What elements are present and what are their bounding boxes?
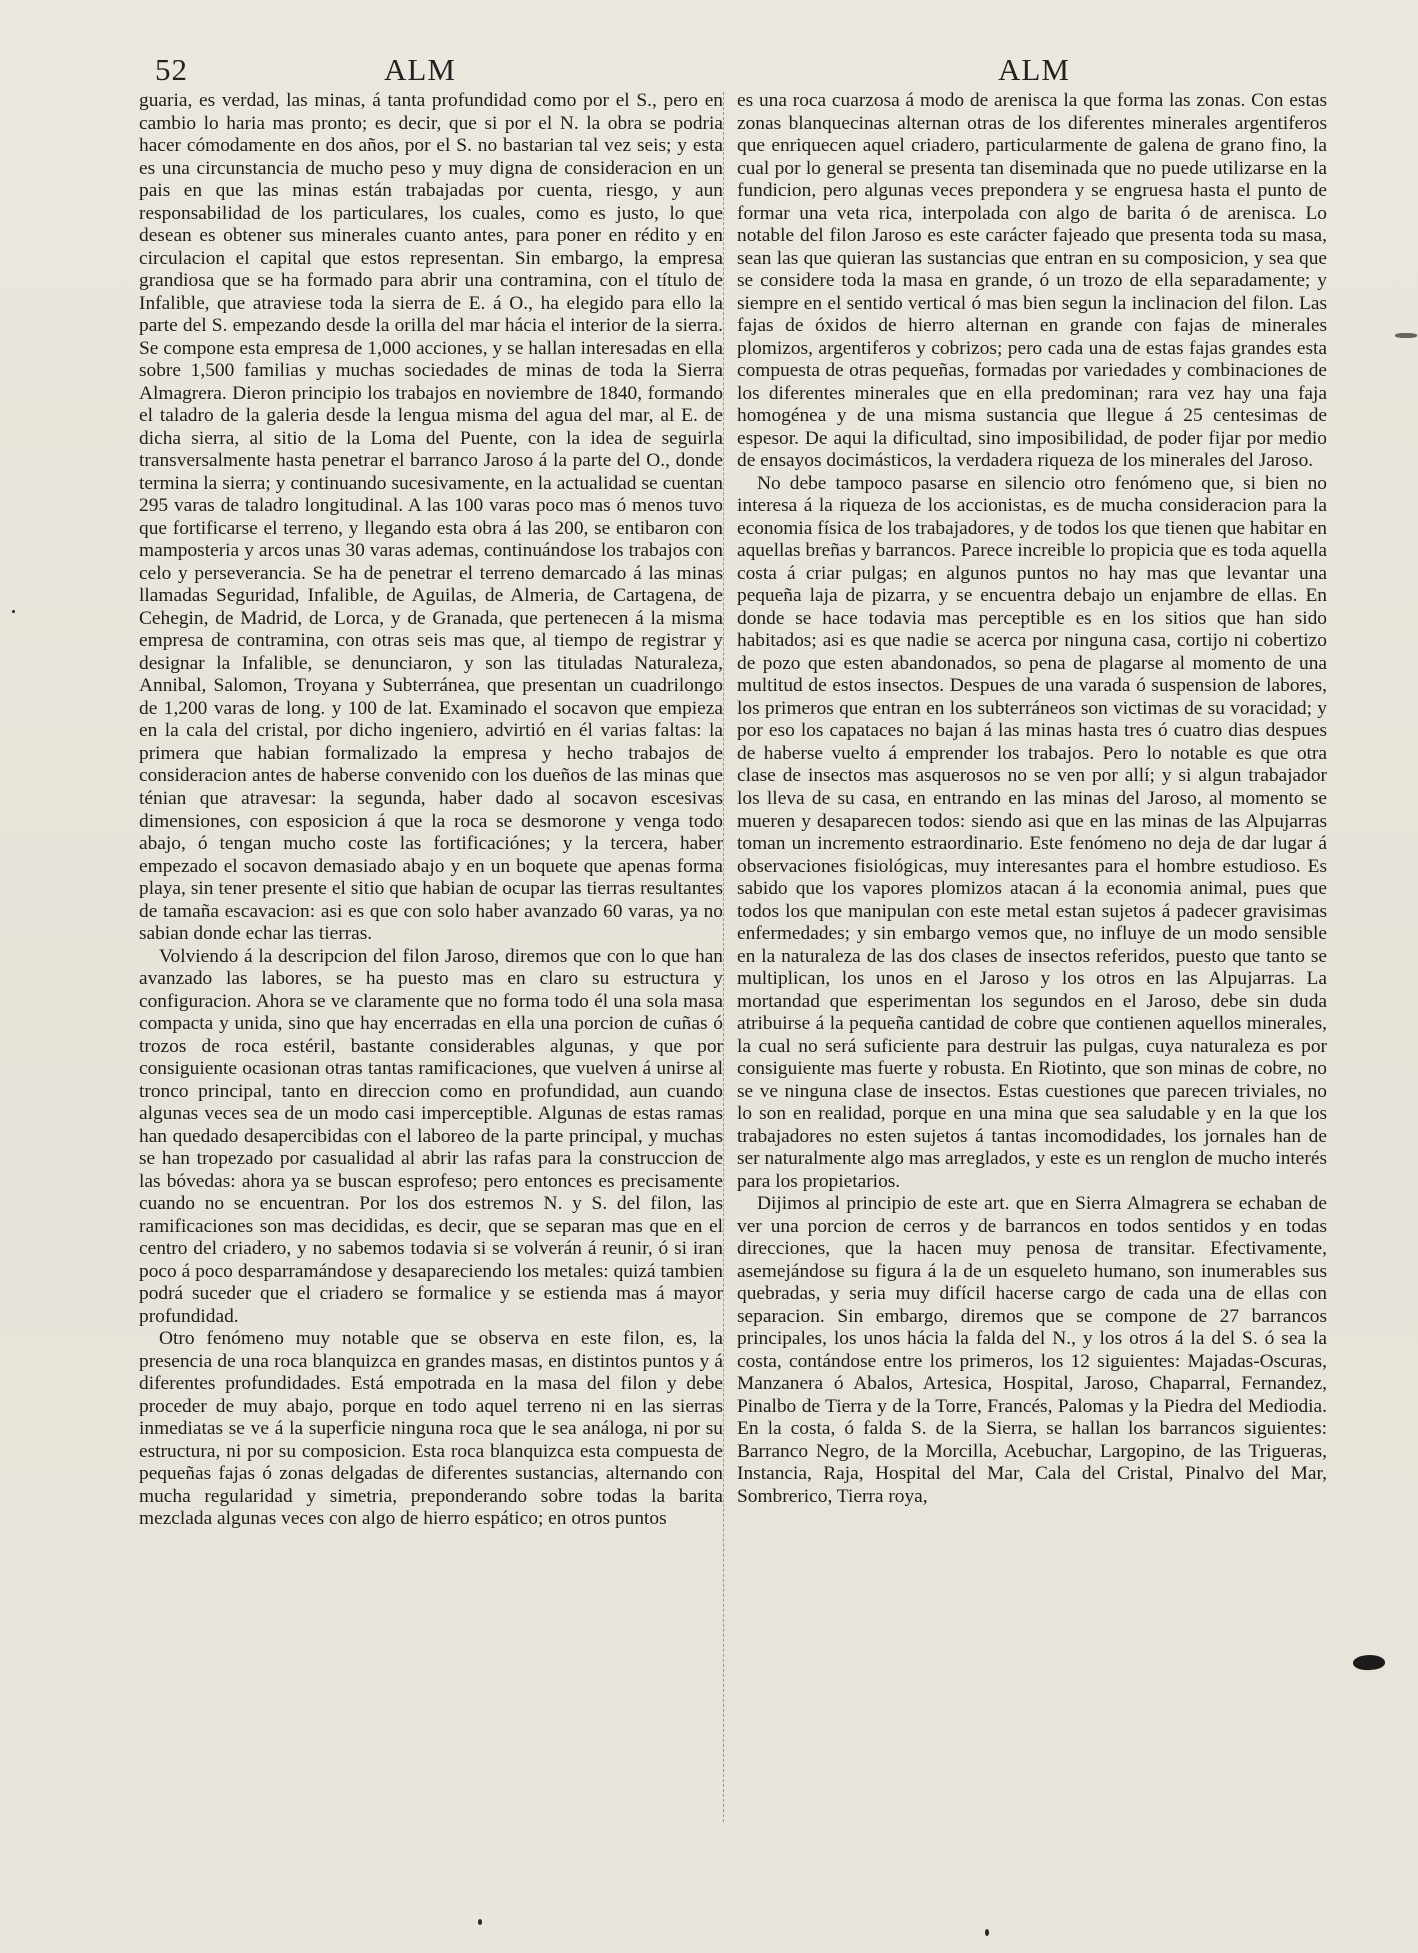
ink-blot	[1353, 1654, 1386, 1671]
paragraph: Otro fenómeno muy notable que se observa en este filon, es, la presencia de una roca blanquizca en grandes masas, en distintos puntos y á diferentes profundidades. Está empotrada en la masa del filon y debe proceder de muy abajo, porque en todo aquel terreno ni en las sierras inmediatas se ve á la superficie ninguna roca que le sea análoga, ni por su estructura, ni por su composicion. Esta roca blanquizca esta compuesta de pequeñas fajas ó zonas delgadas de diferentes sustancias, alternando con mucha regularidad y simetria, preponderando sobre todas la barita mezclada algunas veces con algo de hierro espático; en otros puntos	[139, 1328, 723, 1530]
paragraph: es una roca cuarzosa á modo de arenisca la que forma las zonas. Con estas zonas blanquecinas alternan otras de los diferentes minerales argentiferos que enriquecen aquel criadero, particularmente de galena de grano fino, la cual por lo general se presenta tan diseminada que no puede utilizarse en la fundicion, pero algunas veces prepondera y se engruesa hasta el punto de formar una veta rica, interpolada con algo de barita ó de arenisca. Lo notable del filon Jaroso es este carácter fajeado que presenta toda su masa, sean las que quieran las sustancias que entran en su composicion, y sea que se considere toda la masa en grande, ó un trozo de ella separadamente; y siempre en el sentido vertical ó mas bien segun la inclinacion del filon. Las fajas de óxidos de hierro alternan en grande con fajas de minerales plomizos, argentiferos y cobrizos; pero cada una de estas fajas grandes esta compuesta de otras pequeñas, formadas por variedades y combinaciones de los diferentes minerales que en ella predominan; rara vez hay una faja homogénea y de una misma sustancia que llegue á 25 centesimas de espesor. De aqui la dificultad, sino imposibilidad, de poder fijar por medio de ensayos docimásticos, la verdadera riqueza de los minerales del Jaroso.	[737, 90, 1327, 472]
right-column	[737, 90, 1327, 1508]
ink-speck	[478, 1919, 482, 1925]
paragraph: No debe tampoco pasarse en silencio otro fenómeno que, si bien no interesa á la riqueza de los accionistas, es de mucha consideracion para la economia física de los trabajadores, y de todos los que tienen que habitar en aquellas breñas y barrancos. Parece increible lo propicia que es toda aquella costa á criar pulgas; en algunos puntos no hay mas que levantar una pequeña laja de pizarra, y se encuentra debajo un enjambre de ellas. En donde se hace todavia mas perceptible es en los sitios que han sido habitados; asi es que nadie se acerca por ninguna casa, cortijo ni cobertizo de pozo que esten abandonados, so pena de plagarse al momento de una multitud de estos insectos. Despues de una varada ó suspension de labores, los primeros que entran en los subterráneos son victimas de su voracidad; y por eso los capataces no bajan á las minas hasta tres ó cuatro dias despues de haberse vuelto á emprender los trabajos. Pero lo notable es que otra clase de insectos mas asquerosos no se ven por allí; y si algun trabajador los lleva de su casa, en entrando en las minas del Jaroso, al momento se mueren y desaparecen todos: siendo asi que en las minas de las Alpujarras toman un incremento estraordinario. Este fenómeno no deja de dar lugar á observaciones fisiológicas, muy interesantes para el hombre estudioso. Es sabido que los vapores plomizos atacan á la economia animal, pues que todos los que manipulan con este metal estan sujetos á padecer gravisimas enfermedades; y sin embargo vemos que, no influye de un modo sensible en la naturaleza de las dos clases de insectos referidos, puesto que tanto se multiplican, los unos en el Jaroso y los otros en las Alpujarras. La mortandad que esperimentan los segundos en el Jaroso, debe sin duda atribuirse á la pequeña cantidad de cobre que contienen aquellos minerales, la cual no será suficiente para destruir las pulgas, cuya naturaleza es por consiguiente mas fuerte y robusta. En Riotinto, que son minas de cobre, no se ve ninguna clase de insectos. Estas cuestiones que parecen triviales, no lo son en realidad, porque en una mina que sea saludable y en la que los trabajadores no esten sujetos á tantas incomodidades, los jornales han de ser naturalmente algo mas arreglados, y este es un renglon de mucho interés para los propietarios.	[737, 472, 1327, 1192]
ink-smudge	[1395, 333, 1417, 338]
right-running-head: ALM	[998, 52, 1070, 87]
column-divider	[723, 92, 725, 1822]
paragraph: Dijimos al principio de este art. que en Sierra Almagrera se echaban de ver una porcion de cerros y de barrancos en todos sentidos y en todas direcciones, que la hacen muy penosa de transitar. Efectivamente, asemejándose su figura á la de un esqueleto humano, son inumerables sus quebradas, y seria muy difícil hacerse cargo de cada una de ellas con separacion. Sin embargo, diremos que se compone de 27 barrancos principales, los unos hácia la falda del N., y los otros á la del S. ó sea la costa, contándose entre los primeros, los 12 siguientes: Majadas-Oscuras, Manzanera ó Abalos, Artesica, Hospital, Jaroso, Chaparral, Fernandez, Pinalbo de Tierra y de la Torre, Francés, Palomas y la Piedra del Mediodia. En la costa, ó falda S. de la Sierra, se hallan los barrancos siguientes: Barranco Negro, de la Morcilla, Acebuchar, Largopino, de las Trigueras, Instancia, Raja, Hospital del Mar, Cala del Cristal, Pinalvo del Mar, Sombrerico, Tierra roya,	[737, 1193, 1327, 1507]
left-running-head: ALM	[384, 52, 456, 87]
ink-speck	[12, 610, 15, 613]
ink-speck	[985, 1929, 989, 1936]
paragraph: Volviendo á la descripcion del filon Jaroso, diremos que con lo que han avanzado las labores, se ha puesto mas en claro su estructura y configuracion. Ahora se ve claramente que no forma todo él una sola masa compacta y unida, sino que hay encerradas en ella una porcion de cuñas ó trozos de roca estéril, bastante considerables algunas, y que por consiguiente ocasionan otras tantas ramificaciones, que vuelven á unirse al tronco principal, tanto en direccion como en profundidad, aun cuando algunas veces sea de un modo casi imperceptible. Algunas de estas ramas han quedado desapercibidas con el laboreo de la parte principal, y muchas se han tropezado por casualidad al abrir las rafas para la construccion de las bóvedas: ahora ya se buscan esprofeso; pero entonces es precisamente cuando no se encuentran. Por los dos estremos N. y S. del filon, las ramificaciones son mas decididas, es decir, que se separan mas que en el centro del criadero, y no sabemos todavia si se volverán á reunir, ó si iran poco á poco desparramándose y desapareciendo los metales: quizá tambien podrá suceder que el criadero se formalice y se estienda mas á mayor profundidad.	[139, 945, 723, 1327]
page-number: 52	[155, 52, 188, 87]
paragraph: guaria, es verdad, las minas, á tanta profundidad como por el S., pero en cambio lo haria mas pronto; es decir, que si por el N. la obra se podria hacer cómodamente en dos años, por el S. no bastarian tal vez seis; y esta es una circunstancia de mucho peso y muy digna de consideracion en un pais en que las minas están trabajadas por cuenta, riesgo, y aun responsabilidad de los particulares, los cuales, como es justo, lo que desean es obtener sus minerales cuanto antes, para poner en rédito y en circulacion el capital que estos representan. Sin embargo, la empresa grandiosa que se ha formado para abrir una contramina, con el título de Infalible, que atraviese toda la sierra de E. á O., ha elegido para ello la parte del S. empezando desde la orilla del mar hácia el interior de la sierra. Se compone esta empresa de 1,000 acciones, y se hallan interesadas en ella sobre 1,500 familias y muchas sociedades de minas de toda la Sierra Almagrera. Dieron principio los trabajos en noviembre de 1840, formando el taladro de la galeria desde la lengua misma del agua del mar, al E. de dicha sierra, al sitio de la Loma del Puente, con la idea de seguirla transversalmente hasta penetrar el barranco Jaroso á la parte del O., donde termina la sierra; y continuando sucesivamente, en la actualidad se cuentan 295 varas de taladro longitudinal. A las 100 varas poco mas ó menos tuvo que fortificarse el terreno, y llegando esta obra á las 200, se entibaron con mamposteria y arcos unas 30 varas ademas, continuándose los trabajos con celo y perseverancia. Se ha de penetrar el terreno demarcado á las minas llamadas Seguridad, Infalible, de Aguilas, de Almeria, de Cartagena, de Cehegin, de Madrid, de Lorca, y de Granada, que pertenecen á la misma empresa de contramina, con otras seis mas que, al tiempo de registrar y designar la Infalible, se denunciaron, y son las tituladas Naturaleza, Annibal, Salomon, Troyana y Subterránea, que presentan un cuadrilongo de 1,200 varas de long. y 100 de lat. Examinado el socavon que empieza en la cala del cristal, por dicho ingeniero, advirtió en él varias faltas: la primera que habian formalizado la empresa y hecho trabajos de consideracion antes de haberse convenido con los dueños de las minas que ténian que atravesar: la segunda, haber dado al socavon escesivas dimensiones, con esposicion á que la roca se desmorone y venga todo abajo, ó tengan mucho coste las fortificaciónes; y la tercera, haber empezado el socavon demasiado abajo y en un boquete que apenas forma playa, sin tener presente el sitio que habian de ocupar las tierras resultantes de tamaña escavacion: asi es que con solo haber avanzado 60 varas, ya no sabian donde echar las tierras.	[139, 90, 723, 945]
left-column	[139, 90, 723, 1531]
